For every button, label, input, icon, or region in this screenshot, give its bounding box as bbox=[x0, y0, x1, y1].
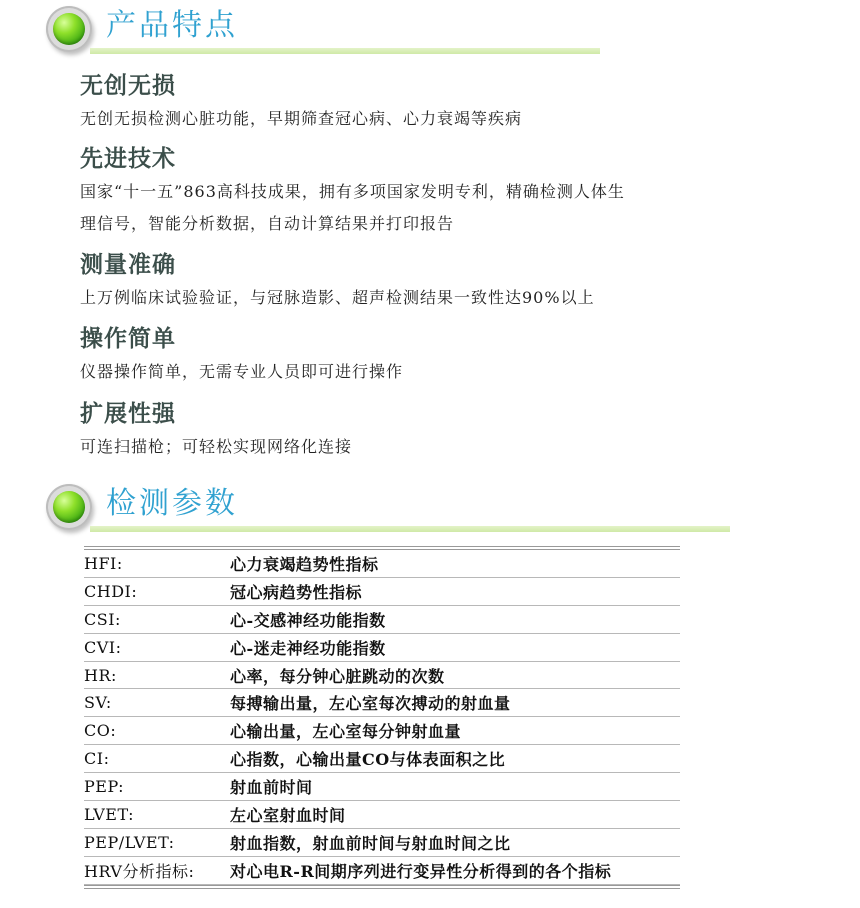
features-section-header bbox=[46, 4, 686, 60]
table-row bbox=[84, 662, 680, 690]
param-key: HRV分析指标: bbox=[84, 861, 195, 881]
param-value: 射血前时间 bbox=[230, 778, 313, 798]
table-row bbox=[84, 606, 680, 634]
feature-desc: 可连扫描枪；可轻松实现网络化连接 bbox=[80, 437, 353, 456]
feature-desc: 无创无损检测心脏功能，早期筛查冠心病、心力衰竭等疾病 bbox=[80, 109, 523, 128]
table-row bbox=[84, 578, 680, 606]
section-divider bbox=[90, 526, 730, 532]
table-row bbox=[84, 634, 680, 662]
param-key: SV: bbox=[84, 693, 112, 713]
feature-title: 测量准确 bbox=[80, 251, 176, 278]
param-key: CSI: bbox=[84, 609, 121, 629]
param-key: LVET: bbox=[84, 804, 134, 824]
table-row bbox=[84, 717, 680, 745]
params-section-header bbox=[46, 482, 686, 538]
params-table bbox=[84, 546, 680, 889]
feature-item bbox=[80, 71, 522, 135]
param-key: CHDI: bbox=[84, 581, 138, 601]
feature-title: 无创无损 bbox=[80, 72, 176, 99]
param-value: 对心电R-R间期序列进行变异性分析得到的各个指标 bbox=[230, 861, 612, 881]
param-value: 射血指数，射血前时间与射血时间之比 bbox=[230, 833, 511, 853]
param-value: 左心室射血时间 bbox=[230, 805, 346, 825]
green-orb-icon bbox=[46, 484, 92, 530]
param-value: 心-交感神经功能指数 bbox=[230, 610, 386, 630]
feature-desc: 理信号，智能分析数据，自动计算结果并打印报告 bbox=[80, 214, 455, 233]
param-value: 心输出量，左心室每分钟射血量 bbox=[230, 722, 462, 742]
table-bottom-rule bbox=[84, 885, 680, 889]
feature-title: 先进技术 bbox=[80, 145, 176, 172]
table-row bbox=[84, 801, 680, 829]
feature-desc: 上万例临床试验验证，与冠脉造影、超声检测结果一致性达90%以上 bbox=[80, 288, 595, 307]
param-key: CO: bbox=[84, 721, 117, 741]
feature-title: 扩展性强 bbox=[80, 400, 176, 427]
param-key: CVI: bbox=[84, 637, 122, 657]
table-row bbox=[84, 829, 680, 857]
param-value: 冠心病趋势性指标 bbox=[230, 582, 363, 602]
table-row bbox=[84, 550, 680, 578]
params-section-title: 检测参数 bbox=[106, 486, 238, 521]
param-key: HFI: bbox=[84, 553, 123, 573]
table-row bbox=[84, 773, 680, 801]
table-row bbox=[84, 857, 680, 885]
table-row bbox=[84, 689, 680, 717]
table-row bbox=[84, 745, 680, 773]
feature-item bbox=[80, 250, 595, 314]
feature-item bbox=[80, 324, 403, 388]
param-value: 心-迷走神经功能指数 bbox=[230, 638, 386, 658]
green-orb-icon bbox=[46, 6, 92, 52]
param-key: HR: bbox=[84, 665, 117, 685]
param-value: 每搏输出量，左心室每次搏动的射血量 bbox=[230, 694, 511, 714]
param-key: PEP/LVET: bbox=[84, 832, 175, 852]
feature-desc: 国家“十一五”863高科技成果，拥有多项国家发明专利，精确检测人体生 bbox=[80, 182, 625, 201]
param-key: PEP: bbox=[84, 777, 125, 797]
feature-item bbox=[80, 399, 352, 463]
feature-desc: 仪器操作简单，无需专业人员即可进行操作 bbox=[80, 362, 404, 381]
feature-title: 操作简单 bbox=[80, 325, 176, 352]
section-divider bbox=[90, 48, 600, 54]
feature-item bbox=[80, 144, 625, 240]
param-key: CI: bbox=[84, 749, 110, 769]
features-section-title: 产品特点 bbox=[106, 8, 238, 43]
param-value: 心指数，心输出量CO与体表面积之比 bbox=[230, 750, 506, 770]
param-value: 心率，每分钟心脏跳动的次数 bbox=[230, 666, 445, 686]
param-value: 心力衰竭趋势性指标 bbox=[230, 554, 379, 574]
